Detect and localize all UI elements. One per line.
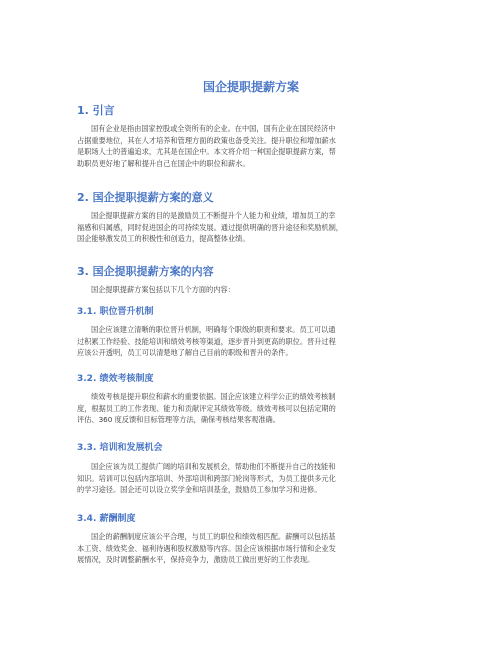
paragraph-line: 本工资、绩效奖金、福利待遇和股权激励等内容。国企应该根据市场行情和企业发 [77, 543, 336, 553]
paragraph-line: 国企提职提薪方案的目的是激励员工不断提升个人能力和业绩，增加员工的幸 [91, 211, 336, 220]
paragraph-line: 是职场人士的普遍追求，尤其是在国企中。本文将介绍一种国企提职提薪方案，帮 [77, 147, 336, 157]
subsection-paragraph-performance [77, 391, 437, 426]
section-paragraph-content [77, 284, 437, 296]
paragraph-line: 应该公开透明，员工可以清楚地了解自己目前的职级和晋升的条件。 [77, 348, 293, 358]
paragraph-line: 占据重要地位，其在人才培养和管理方面的政策也备受关注。提升职位和增加薪水 [77, 135, 336, 145]
paragraph-line: 福感和归属感，同时促进国企的可持续发展。通过提供明确的晋升途径和奖励机制， [77, 222, 343, 232]
paragraph-line: 国企能够激发员工的积极性和创造力，提高整体业绩。 [77, 234, 250, 244]
paragraph-line: 过积累工作经验、技能培训和绩效考核等渠道，逐步晋升到更高的职位。晋升过程 [77, 336, 336, 346]
paragraph-line: 评估、360 度反馈和目标管理等方法，确保考核结果客观准确。 [77, 415, 280, 425]
subsection-paragraph-promotion [77, 324, 437, 359]
subsection-heading-compensation: 3.4. 薪酬制度 [77, 514, 136, 524]
section-paragraph-significance [77, 210, 437, 245]
subsection-paragraph-training [77, 461, 437, 496]
paragraph-line: 国企提职提薪方案包括以下几个方面的内容： [91, 285, 235, 294]
paragraph-line: 的学习途径。国企还可以设立奖学金和培训基金，鼓励员工参加学习和进修。 [77, 485, 322, 495]
subsection-heading-promotion: 3.1. 职位晋升机制 [77, 307, 154, 317]
subsection-heading-training: 3.3. 培训和发展机会 [77, 443, 163, 453]
paragraph-line: 度，根据员工的工作表现、能力和贡献评定其绩效等级。绩效考核可以包括定期的 [77, 403, 336, 413]
section-heading-significance: 2. 国企提职提薪方案的意义 [77, 191, 214, 204]
paragraph-line: 助职员更好地了解和提升自己在国企中的职位和薪水。 [77, 158, 250, 168]
paragraph-line: 国企的薪酬制度应该公平合理，与员工的职位和绩效相匹配。薪酬可以包括基 [91, 532, 336, 541]
paragraph-line: 国有企业是指由国家控股或全资所有的企业。在中国，国有企业在国民经济中 [91, 124, 336, 133]
paragraph-line: 国企应该为员工提供广阔的培训和发展机会，帮助他们不断提升自己的技能和 [91, 462, 336, 471]
paragraph-line: 国企应该建立清晰的职位晋升机制，明确每个职级的职责和要求。员工可以通 [91, 325, 336, 334]
section-heading-content: 3. 国企提职提薪方案的内容 [77, 265, 214, 278]
section-heading-intro: 1. 引言 [77, 104, 115, 117]
paragraph-line: 展情况，及时调整薪酬水平，保持竞争力，激励员工做出更好的工作表现。 [77, 555, 315, 565]
paragraph-line: 知识。培训可以包括内部培训、外部培训和跨部门轮岗等形式，为员工提供多元化 [77, 473, 336, 483]
section-paragraph-intro [77, 123, 437, 169]
subsection-heading-performance: 3.2. 绩效考核制度 [77, 374, 154, 384]
document-title: 国企提职提薪方案 [202, 80, 299, 94]
subsection-paragraph-compensation [77, 531, 437, 566]
paragraph-line: 绩效考核是提升职位和薪水的重要依据。国企应该建立科学公正的绩效考核制 [91, 392, 336, 401]
